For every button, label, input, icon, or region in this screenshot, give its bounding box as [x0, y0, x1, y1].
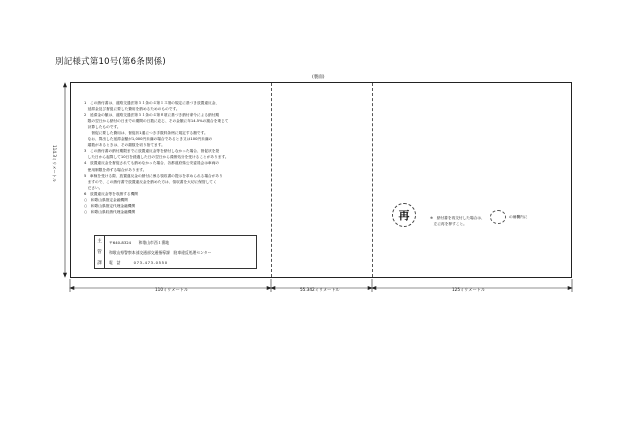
height-dimension-label: 114.3ミリメートル — [52, 145, 57, 183]
reverse-side-label: (裏面) — [312, 75, 325, 80]
note-line: 4 放置違反金を督促されても納めなかった場合、各都道府県公安委員会は車両の — [84, 161, 220, 166]
issuer-side-char: 管 — [97, 249, 102, 255]
arrow-left-icon — [70, 286, 74, 289]
reissue-note-line: ※ 納付書を再交付した場合は、 — [430, 216, 485, 220]
note-line: 督促に要した費用は、督促状1通につき手数料条例に規定する額です。 — [84, 131, 208, 136]
issuer-phone: 073-473-0550 — [133, 260, 168, 265]
middle-width-label: 55.342ミリメートル — [300, 287, 340, 292]
note-line: 延滞金及び督促に要した費用を納めるためのものです。 — [84, 107, 180, 112]
note-line: 限の翌日から納付の日までの期間の日数に応じ、その金額に年14.5%の割合を乗じて — [84, 119, 229, 124]
note-line: なお、算出した延滞金額が1,000円未満の場合であるとき又は100円未満の — [84, 137, 213, 142]
note-line: 端数があるときは、その端数を切り捨てます。 — [84, 143, 165, 148]
arrow-right-icon — [568, 286, 572, 289]
note-line: 6 放置違反金等を収納する機関 — [84, 191, 138, 196]
issuer-department: 和歌山県警察本部交通部交通指導課 駐車違反処理センター — [109, 250, 212, 255]
arrow-left-icon — [271, 286, 275, 289]
issuer-side-char: 主 — [97, 239, 102, 245]
reissue-note-line: 左に再を押すこと。 — [430, 222, 467, 226]
issuer-side-char: 課 — [97, 260, 102, 266]
note-line: 1 この納付書は、道路交通法第５１条の４第１３項の規定に基づき放置違反金、 — [84, 101, 220, 105]
note-line: 3 この納付書の納付期限までに放置違反金等を納付しなかった場合、督促状を発 — [84, 149, 220, 154]
seal-oval-label: の補欄内に — [509, 215, 528, 219]
note-line: した日から起算して10日を経過した日の翌日から滞納処分を受けることがあります。 — [84, 155, 229, 160]
arrow-down-icon — [63, 273, 66, 277]
note-line: ○ 和歌山県収納代理金融機関 — [84, 209, 136, 214]
note-line: 計算したものです。 — [84, 125, 121, 130]
reissue-mark: 再 — [398, 209, 410, 222]
note-line: ださい。 — [84, 185, 103, 190]
note-line: 5 車検を受ける際、放置違反金の納付に係る領収書の提示を求められる場合があり — [84, 173, 223, 178]
left-width-label: 110ミリメートル — [155, 287, 189, 292]
issuer-phone-label: 電 話 — [109, 260, 121, 265]
arrow-left-icon — [372, 286, 376, 289]
note-line: ますので、この納付書で放置違反金を納めた方は、領収書を大切に保管してく — [84, 179, 217, 184]
note-line: ○ 和歌山県指定金融機関 — [84, 197, 128, 202]
issuer-postal: 〒640-8324 和歌山市西１番地 — [109, 240, 170, 245]
right-width-label: 125ミリメートル — [452, 287, 486, 292]
arrow-up-icon — [63, 83, 66, 87]
note-line: 2 延滞金の額は、道路交通法第５１条の４第８項に基づき納付命令による納付期 — [84, 113, 220, 118]
note-line: ○ 和歌山県指定代理金融機関 — [84, 203, 136, 208]
note-line: 使用制限を命ずる場合があります。 — [84, 167, 147, 172]
form-title: 別記様式第10号(第6条関係) — [55, 57, 166, 67]
